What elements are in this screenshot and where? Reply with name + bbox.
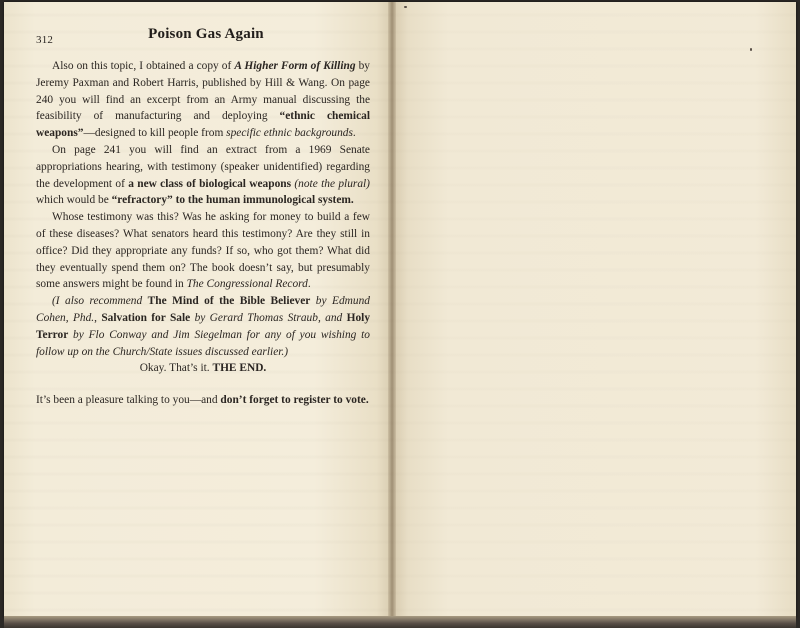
text-run: (I also recommend (52, 295, 148, 308)
page-header (36, 26, 376, 48)
text-run: by Jeremy Paxman and Robert Harris, published by Hill & Wang. On page 240 you will find an excerpt from an Army manual discussing the feasibility of manufacturing and deploying (36, 60, 370, 123)
text-run: Whose testimony was this? Was he asking for money to build a few of these diseases? What senators heard this testimony? Are they still in office? Did they appropriate any funds? If so, who got them? What did they eventually spend them on? The book doesn’t say, but presumably some answers might be found in (36, 211, 370, 291)
paragraph-4 (36, 293, 370, 360)
text-run: which would be (36, 194, 112, 207)
book-bottom-edge (4, 616, 796, 628)
text-run: The Congressional Record (186, 278, 308, 291)
text-run: . (352, 127, 356, 140)
running-title: Poison Gas Again (148, 26, 264, 42)
text-run: It’s been a pleasure talking to you—and (36, 394, 221, 407)
page-number: 312 (36, 34, 54, 46)
bleed-through-texture-right (392, 2, 796, 618)
text-run: Also on this topic, I obtained a copy of (52, 60, 235, 72)
text-run: —designed to kill people from (83, 127, 227, 140)
text-run: don’t forget to register to vote. (220, 394, 369, 407)
text-run: a new class of biological weapons (128, 177, 292, 190)
open-book (4, 2, 796, 618)
right-page (392, 2, 796, 618)
text-run: Salvation for Sale (101, 311, 191, 324)
book-gutter (388, 2, 396, 618)
text-run: The Mind of the Bible Believer (147, 295, 311, 308)
text-run: Holy Terror (36, 311, 371, 341)
text-run: by Gerard Thomas Straub, and (190, 311, 347, 324)
text-run: . (307, 278, 311, 291)
end-line (36, 360, 370, 377)
text-run: specific ethnic backgrounds (226, 127, 353, 140)
paragraph-3 (36, 209, 370, 293)
paragraph-1 (36, 58, 370, 142)
text-run: by Edmund Cohen, Phd. (36, 295, 370, 324)
text-run: On page 241 you will find an extract from a 1969 Senate appropriations hearing, with testimony (speaker unidentified) regarding the development of (36, 143, 370, 190)
paper-speck-2 (404, 6, 407, 8)
text-run: by Flo Conway and Jim Siegelman for any of you wishing to follow up on the Church/State issues discussed earlier.) (36, 328, 370, 358)
paper-speck (750, 48, 752, 51)
text-run: “ethnic chemical weapons” (36, 110, 370, 140)
left-page (4, 2, 392, 618)
text-run: , (94, 311, 102, 324)
text-run: THE END. (212, 362, 267, 375)
body-text (36, 58, 370, 409)
text-run: “refractory” to the human immunological system. (111, 194, 354, 207)
closing-paragraph (36, 392, 370, 409)
text-run: Okay. That’s it. (139, 362, 213, 375)
paragraph-2 (36, 142, 370, 209)
text-run: A Higher Form of Killing (234, 60, 356, 72)
text-run: (note the plural) (294, 177, 370, 190)
